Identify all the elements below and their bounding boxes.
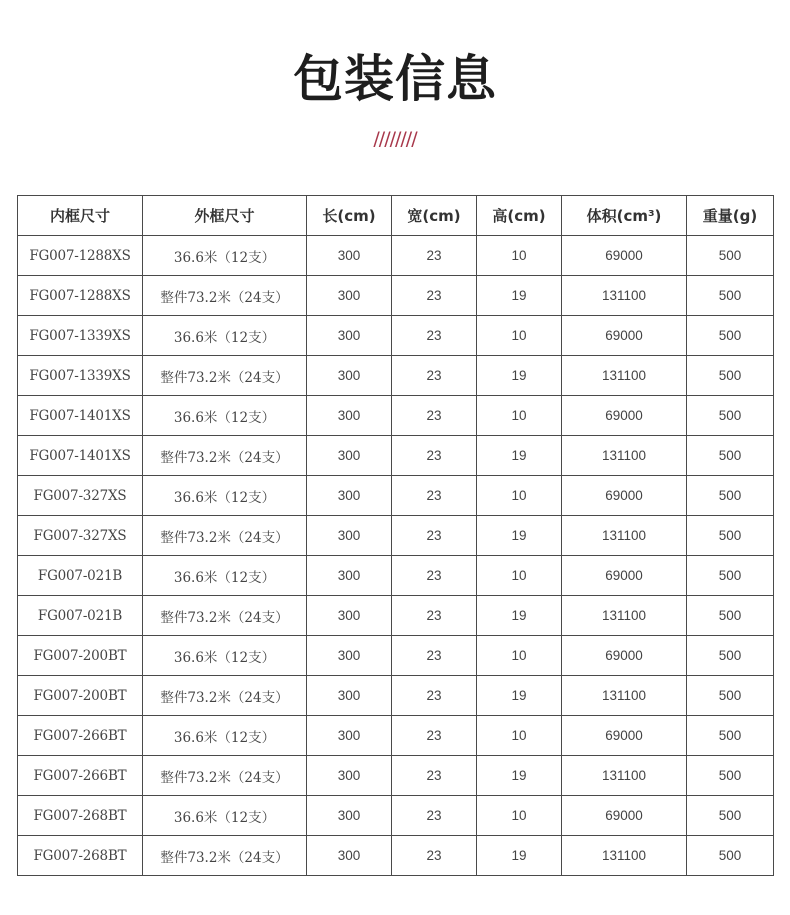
cell-height: 10 (477, 396, 562, 436)
cell-length: 300 (307, 596, 392, 636)
cell-inner-size: FG007-021B (18, 556, 143, 596)
cell-outer-size: 36.6米（12支） (143, 636, 307, 676)
cell-weight: 500 (687, 796, 774, 836)
cell-width: 23 (392, 796, 477, 836)
table-row (18, 756, 774, 796)
cell-volume: 131100 (562, 356, 687, 396)
cell-length: 300 (307, 676, 392, 716)
cell-length: 300 (307, 516, 392, 556)
cell-inner-size: FG007-268BT (18, 796, 143, 836)
cell-outer-size: 整件73.2米（24支） (143, 596, 307, 636)
cell-outer-size: 整件73.2米（24支） (143, 356, 307, 396)
table-row (18, 796, 774, 836)
cell-height: 19 (477, 676, 562, 716)
table-row (18, 316, 774, 356)
cell-inner-size: FG007-266BT (18, 716, 143, 756)
cell-volume: 131100 (562, 516, 687, 556)
cell-width: 23 (392, 836, 477, 876)
table-row (18, 556, 774, 596)
cell-length: 300 (307, 356, 392, 396)
cell-weight: 500 (687, 276, 774, 316)
cell-inner-size: FG007-266BT (18, 756, 143, 796)
cell-width: 23 (392, 356, 477, 396)
table-row (18, 276, 774, 316)
cell-width: 23 (392, 716, 477, 756)
cell-outer-size: 整件73.2米（24支） (143, 756, 307, 796)
cell-outer-size: 整件73.2米（24支） (143, 276, 307, 316)
cell-height: 19 (477, 756, 562, 796)
cell-inner-size: FG007-1288XS (18, 236, 143, 276)
cell-width: 23 (392, 756, 477, 796)
cell-weight: 500 (687, 596, 774, 636)
cell-width: 23 (392, 396, 477, 436)
cell-height: 19 (477, 596, 562, 636)
cell-length: 300 (307, 396, 392, 436)
cell-length: 300 (307, 436, 392, 476)
cell-outer-size: 36.6米（12支） (143, 716, 307, 756)
table-header-row (18, 196, 774, 236)
table-row (18, 396, 774, 436)
cell-height: 10 (477, 636, 562, 676)
cell-height: 19 (477, 836, 562, 876)
cell-height: 10 (477, 796, 562, 836)
cell-height: 10 (477, 316, 562, 356)
cell-weight: 500 (687, 516, 774, 556)
cell-length: 300 (307, 756, 392, 796)
cell-height: 10 (477, 556, 562, 596)
header-length: 长(cm) (307, 196, 392, 236)
cell-volume: 69000 (562, 796, 687, 836)
cell-height: 19 (477, 516, 562, 556)
cell-outer-size: 36.6米（12支） (143, 796, 307, 836)
cell-length: 300 (307, 636, 392, 676)
cell-length: 300 (307, 476, 392, 516)
cell-volume: 131100 (562, 756, 687, 796)
cell-inner-size: FG007-1401XS (18, 436, 143, 476)
cell-outer-size: 整件73.2米（24支） (143, 676, 307, 716)
cell-inner-size: FG007-1339XS (18, 356, 143, 396)
cell-outer-size: 整件73.2米（24支） (143, 836, 307, 876)
cell-height: 19 (477, 436, 562, 476)
cell-inner-size: FG007-268BT (18, 836, 143, 876)
cell-weight: 500 (687, 356, 774, 396)
cell-weight: 500 (687, 236, 774, 276)
cell-weight: 500 (687, 316, 774, 356)
table-row (18, 436, 774, 476)
cell-volume: 131100 (562, 276, 687, 316)
cell-outer-size: 36.6米（12支） (143, 396, 307, 436)
cell-length: 300 (307, 796, 392, 836)
cell-width: 23 (392, 596, 477, 636)
cell-width: 23 (392, 676, 477, 716)
table-row (18, 476, 774, 516)
cell-weight: 500 (687, 836, 774, 876)
cell-weight: 500 (687, 716, 774, 756)
table-row (18, 636, 774, 676)
table-row (18, 716, 774, 756)
cell-inner-size: FG007-327XS (18, 516, 143, 556)
cell-weight: 500 (687, 636, 774, 676)
cell-weight: 500 (687, 476, 774, 516)
cell-weight: 500 (687, 556, 774, 596)
cell-length: 300 (307, 716, 392, 756)
table-row (18, 676, 774, 716)
cell-outer-size: 整件73.2米（24支） (143, 436, 307, 476)
cell-inner-size: FG007-200BT (18, 636, 143, 676)
cell-inner-size: FG007-1339XS (18, 316, 143, 356)
cell-outer-size: 36.6米（12支） (143, 236, 307, 276)
cell-inner-size: FG007-200BT (18, 676, 143, 716)
cell-volume: 69000 (562, 396, 687, 436)
cell-inner-size: FG007-327XS (18, 476, 143, 516)
cell-outer-size: 36.6米（12支） (143, 556, 307, 596)
cell-volume: 69000 (562, 316, 687, 356)
cell-width: 23 (392, 316, 477, 356)
cell-inner-size: FG007-1288XS (18, 276, 143, 316)
cell-weight: 500 (687, 676, 774, 716)
decorative-divider: //////// (373, 128, 417, 150)
cell-volume: 69000 (562, 716, 687, 756)
cell-width: 23 (392, 556, 477, 596)
header-outer-size: 外框尺寸 (143, 196, 307, 236)
cell-volume: 69000 (562, 236, 687, 276)
header-inner-size: 内框尺寸 (18, 196, 143, 236)
cell-width: 23 (392, 436, 477, 476)
table-row (18, 596, 774, 636)
cell-volume: 131100 (562, 436, 687, 476)
page-title: 包装信息 (293, 50, 497, 108)
cell-volume: 69000 (562, 556, 687, 596)
cell-weight: 500 (687, 756, 774, 796)
cell-height: 10 (477, 236, 562, 276)
header-height: 高(cm) (477, 196, 562, 236)
cell-height: 10 (477, 716, 562, 756)
table-row (18, 236, 774, 276)
cell-outer-size: 整件73.2米（24支） (143, 516, 307, 556)
cell-inner-size: FG007-021B (18, 596, 143, 636)
cell-length: 300 (307, 316, 392, 356)
table-row (18, 516, 774, 556)
cell-length: 300 (307, 556, 392, 596)
table-row (18, 836, 774, 876)
cell-width: 23 (392, 276, 477, 316)
cell-volume: 69000 (562, 476, 687, 516)
cell-volume: 69000 (562, 636, 687, 676)
cell-weight: 500 (687, 396, 774, 436)
cell-volume: 131100 (562, 676, 687, 716)
cell-length: 300 (307, 276, 392, 316)
cell-weight: 500 (687, 436, 774, 476)
cell-volume: 131100 (562, 836, 687, 876)
header-volume: 体积(cm³) (562, 196, 687, 236)
cell-height: 19 (477, 276, 562, 316)
header-weight: 重量(g) (687, 196, 774, 236)
cell-length: 300 (307, 236, 392, 276)
cell-outer-size: 36.6米（12支） (143, 316, 307, 356)
header-width: 宽(cm) (392, 196, 477, 236)
cell-inner-size: FG007-1401XS (18, 396, 143, 436)
table-row (18, 356, 774, 396)
packaging-table (17, 195, 774, 876)
cell-width: 23 (392, 636, 477, 676)
cell-height: 10 (477, 476, 562, 516)
table-body (18, 236, 774, 876)
cell-width: 23 (392, 236, 477, 276)
cell-length: 300 (307, 836, 392, 876)
cell-height: 19 (477, 356, 562, 396)
cell-outer-size: 36.6米（12支） (143, 476, 307, 516)
cell-volume: 131100 (562, 596, 687, 636)
cell-width: 23 (392, 476, 477, 516)
cell-width: 23 (392, 516, 477, 556)
